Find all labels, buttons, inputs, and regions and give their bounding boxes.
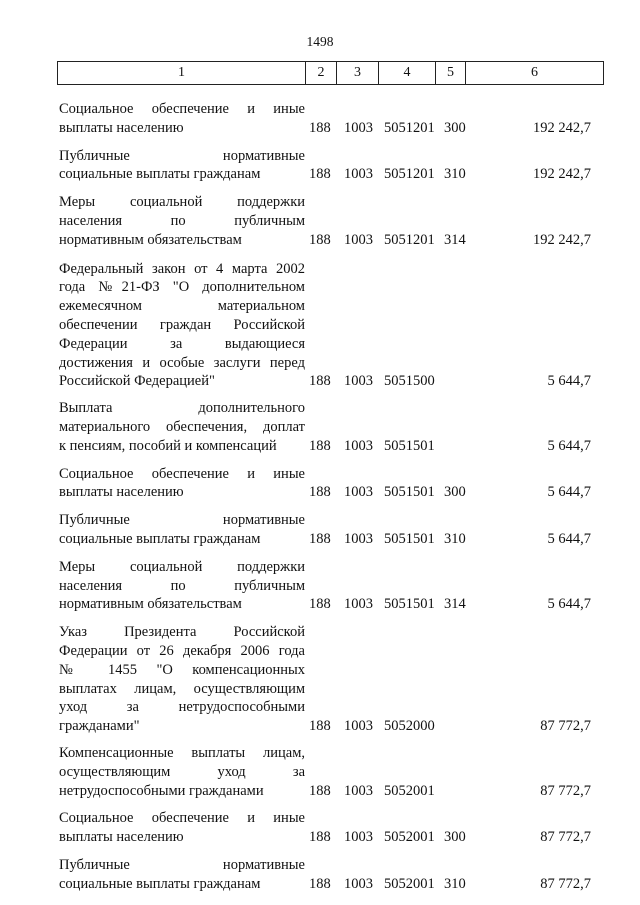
cell-grbs-code: 188 [309, 875, 331, 892]
cell-section-code: 1003 [344, 166, 373, 183]
description-line: Социальное обеспечение и иные [59, 810, 305, 827]
cell-target-code: 5052001 [384, 875, 435, 892]
description-line: достижения и особые заслуги перед [59, 354, 305, 371]
cell-section-code: 1003 [344, 875, 373, 892]
table-row [59, 465, 604, 503]
cell-section-code: 1003 [344, 718, 373, 735]
cell-grbs-code: 188 [309, 166, 331, 183]
cell-amount: 5 644,7 [547, 530, 591, 547]
cell-amount: 192 242,7 [533, 166, 591, 183]
description-line: уход за нетрудоспособными [59, 699, 305, 716]
header-col-5: 5 [436, 62, 466, 84]
cell-section-code: 1003 [344, 530, 373, 547]
row-description [59, 193, 305, 249]
cell-target-code: 5051501 [384, 437, 435, 454]
cell-grbs-code: 188 [309, 119, 331, 136]
table-header [57, 61, 604, 85]
cell-expense-type-code: 300 [444, 119, 466, 136]
table-row [59, 558, 604, 614]
cell-amount: 192 242,7 [533, 119, 591, 136]
row-description [59, 260, 305, 392]
table-row [59, 623, 604, 736]
row-description [59, 511, 305, 549]
cell-expense-type-code: 314 [444, 596, 466, 613]
cell-target-code: 5051501 [384, 530, 435, 547]
cell-grbs-code: 188 [309, 484, 331, 501]
description-line: Публичные нормативные [59, 147, 305, 164]
table-body [59, 91, 604, 893]
description-line: года №21-ФЗ "О дополнительном [59, 279, 305, 296]
cell-grbs-code: 188 [309, 829, 331, 846]
cell-section-code: 1003 [344, 829, 373, 846]
row-description [59, 623, 305, 736]
cell-amount: 87 772,7 [540, 829, 591, 846]
cell-grbs-code: 188 [309, 596, 331, 613]
cell-target-code: 5051500 [384, 373, 435, 390]
description-line: социальные выплаты гражданам [59, 875, 261, 892]
cell-section-code: 1003 [344, 782, 373, 799]
description-line: Публичные нормативные [59, 856, 305, 873]
cell-amount: 5 644,7 [547, 437, 591, 454]
cell-section-code: 1003 [344, 373, 373, 390]
cell-amount: 87 772,7 [540, 718, 591, 735]
header-col-1: 1 [58, 62, 306, 84]
cell-target-code: 5051201 [384, 166, 435, 183]
description-line: Публичные нормативные [59, 512, 305, 529]
row-description [59, 147, 305, 185]
cell-target-code: 5052001 [384, 782, 435, 799]
header-col-2: 2 [306, 62, 337, 84]
cell-expense-type-code: 314 [444, 231, 466, 248]
description-line: населения по публичным [59, 577, 305, 594]
cell-expense-type-code: 310 [444, 530, 466, 547]
table-row [59, 147, 604, 185]
row-description [59, 809, 305, 847]
description-line: Меры социальной поддержки [59, 194, 305, 211]
description-line: Социальное обеспечение и иные [59, 465, 305, 482]
description-line: осуществляющим уход за [59, 763, 305, 780]
cell-grbs-code: 188 [309, 231, 331, 248]
row-description [59, 399, 305, 455]
cell-section-code: 1003 [344, 484, 373, 501]
table-row [59, 260, 604, 392]
description-line: социальные выплаты гражданам [59, 530, 261, 547]
description-line: нормативным обязательствам [59, 596, 242, 613]
row-description [59, 465, 305, 503]
cell-amount: 5 644,7 [547, 596, 591, 613]
cell-section-code: 1003 [344, 231, 373, 248]
table-row [59, 744, 604, 800]
description-line: населения по публичным [59, 212, 305, 229]
description-line: Федерации от 26 декабря 2006 года [59, 642, 305, 659]
description-line: гражданами" [59, 718, 140, 735]
description-line: обеспечении граждан Российской [59, 316, 305, 333]
cell-target-code: 5051201 [384, 119, 435, 136]
table-row [59, 399, 604, 455]
cell-expense-type-code: 310 [444, 166, 466, 183]
description-line: Федеральный закон от 4 марта 2002 [59, 260, 305, 277]
description-line: выплаты населению [59, 829, 184, 846]
cell-grbs-code: 188 [309, 782, 331, 799]
description-line: Указ Президента Российской [59, 624, 305, 641]
table-row [59, 511, 604, 549]
row-description [59, 558, 305, 614]
cell-grbs-code: 188 [309, 373, 331, 390]
page-number: 1498 [306, 34, 334, 49]
table-row [59, 856, 604, 894]
cell-section-code: 1003 [344, 596, 373, 613]
header-col-6: 6 [531, 65, 538, 80]
cell-expense-type-code: 300 [444, 829, 466, 846]
cell-amount: 5 644,7 [547, 373, 591, 390]
row-description [59, 856, 305, 894]
row-description [59, 100, 305, 138]
table-row [59, 809, 604, 847]
cell-grbs-code: 188 [309, 718, 331, 735]
cell-amount: 192 242,7 [533, 231, 591, 248]
description-line: к пенсиям, пособий и компенсаций [59, 437, 277, 454]
description-line: социальные выплаты гражданам [59, 166, 261, 183]
cell-grbs-code: 188 [309, 437, 331, 454]
header-col-4: 4 [379, 62, 436, 84]
row-description [59, 744, 305, 800]
header-col-3: 3 [337, 62, 379, 84]
description-line: выплатах лицам, осуществляющим [59, 680, 305, 697]
description-line: нетрудоспособными гражданами [59, 782, 264, 799]
description-line: материального обеспечения, доплат [59, 418, 305, 435]
description-line: Выплата дополнительного [59, 400, 305, 417]
cell-target-code: 5051201 [384, 231, 435, 248]
cell-amount: 5 644,7 [547, 484, 591, 501]
description-line: № 1455 "О компенсационных [59, 661, 305, 678]
cell-section-code: 1003 [344, 437, 373, 454]
table-row [59, 100, 604, 138]
description-line: нормативным обязательствам [59, 231, 242, 248]
cell-amount: 87 772,7 [540, 782, 591, 799]
cell-section-code: 1003 [344, 119, 373, 136]
cell-target-code: 5051501 [384, 484, 435, 501]
cell-amount: 87 772,7 [540, 875, 591, 892]
cell-grbs-code: 188 [309, 530, 331, 547]
cell-expense-type-code: 310 [444, 875, 466, 892]
cell-expense-type-code: 300 [444, 484, 466, 501]
description-line: ежемесячном материальном [59, 298, 305, 315]
cell-target-code: 5051501 [384, 596, 435, 613]
description-line: выплаты населению [59, 119, 184, 136]
table-row [59, 193, 604, 249]
description-line: Российской Федерацией" [59, 373, 215, 390]
description-line: Компенсационные выплаты лицам, [59, 744, 305, 761]
cell-target-code: 5052001 [384, 829, 435, 846]
cell-target-code: 5052000 [384, 718, 435, 735]
description-line: выплаты населению [59, 484, 184, 501]
description-line: Меры социальной поддержки [59, 558, 305, 575]
description-line: Социальное обеспечение и иные [59, 101, 305, 117]
description-line: Федерации за выдающиеся [59, 335, 305, 352]
